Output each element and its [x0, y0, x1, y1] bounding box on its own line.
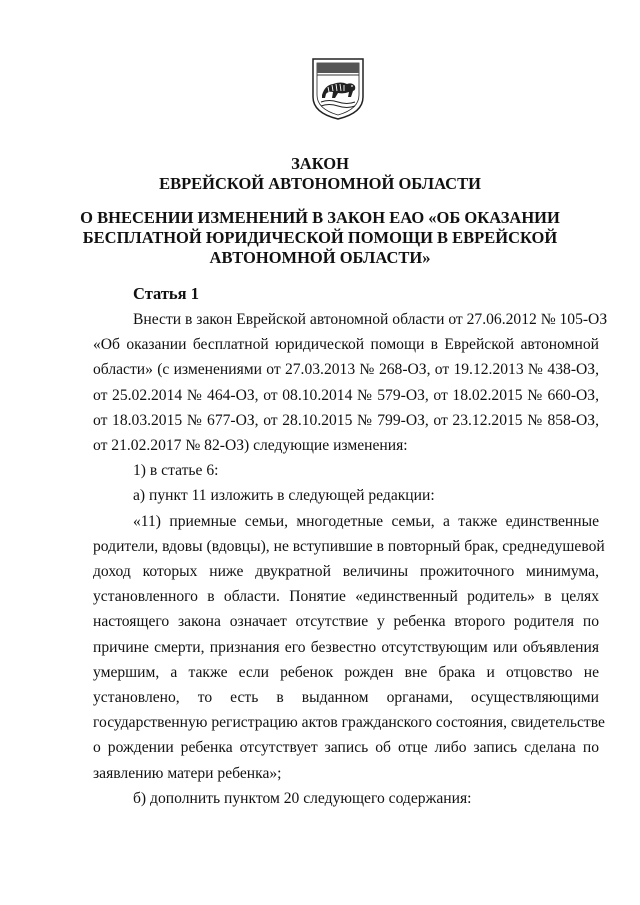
- law-subtitle-line-1: О ВНЕСЕНИИ ИЗМЕНЕНИЙ В ЗАКОН ЕАО «ОБ ОКАЗАНИИ: [80, 208, 560, 227]
- item-b: б) дополнить пунктом 20 следующего содержания:: [133, 789, 472, 807]
- quote-line-2: родители, вдовы (вдовцы), не вступившие в повторный брак, среднедушевой: [93, 537, 605, 555]
- quote-line-7: умершим, а также если ребенок рожден вне брака и отцовство не: [93, 663, 599, 681]
- intro-line-6: от 21.02.2017 № 82-ОЗ) следующие изменения:: [93, 437, 408, 455]
- quote-line-3: доход которых ниже двукратной величины прожиточного минимума,: [93, 563, 599, 581]
- quote-line-8: установлено, то есть в выданном органами, осуществляющими: [93, 689, 599, 707]
- quote-line-11: заявлению матери ребенка»;: [93, 764, 282, 782]
- law-subtitle-line-2: БЕСПЛАТНОЙ ЮРИДИЧЕСКОЙ ПОМОЩИ В ЕВРЕЙСКОЙ: [82, 228, 558, 247]
- quote-line-5: настоящего закона означает отсутствие у ребенка второго родителя по: [93, 613, 599, 631]
- law-title-line-1: ЗАКОН: [291, 154, 349, 173]
- intro-line-5: от 18.03.2015 № 677-ОЗ, от 28.10.2015 № 799-ОЗ, от 23.12.2015 № 858-ОЗ,: [93, 411, 599, 429]
- law-subtitle-line-3: АВТОНОМНОЙ ОБЛАСТИ»: [209, 248, 431, 267]
- quote-line-4: установленного в области. Понятие «единственный родитель» в целях: [93, 588, 599, 606]
- coat-of-arms-icon: [311, 57, 365, 121]
- intro-line-4: от 25.02.2014 № 464-ОЗ, от 08.10.2014 № 579-ОЗ, от 18.02.2015 № 660-ОЗ,: [93, 386, 599, 404]
- law-title-line-2: ЕВРЕЙСКОЙ АВТОНОМНОЙ ОБЛАСТИ: [159, 174, 481, 193]
- law-title: [60, 154, 580, 194]
- quote-line-1: «11) приемные семьи, многодетные семьи, а также единственные: [133, 512, 599, 530]
- intro-line-1: Внести в закон Еврейской автономной области от 27.06.2012 № 105-ОЗ: [133, 311, 608, 328]
- article-body: [93, 307, 608, 811]
- law-subtitle: [60, 208, 580, 268]
- quote-line-10: о рождении ребенка отсутствует запись об отце либо запись сделана по: [93, 739, 599, 757]
- article-heading: Статья 1: [133, 284, 199, 303]
- item-a: а) пункт 11 изложить в следующей редакции:: [133, 487, 435, 505]
- intro-line-3: области» (с изменениями от 27.03.2013 № 268-ОЗ, от 19.12.2013 № 438-ОЗ,: [93, 361, 599, 379]
- item-1: 1) в статье 6:: [133, 462, 219, 480]
- quote-line-9: государственную регистрацию актов гражданского состояния, свидетельстве: [93, 714, 605, 732]
- quote-line-6: причине смерти, признания его безвестно отсутствующим или объявления: [93, 638, 599, 656]
- intro-line-2: «Об оказании бесплатной юридической помощи в Еврейской автономной: [93, 336, 599, 354]
